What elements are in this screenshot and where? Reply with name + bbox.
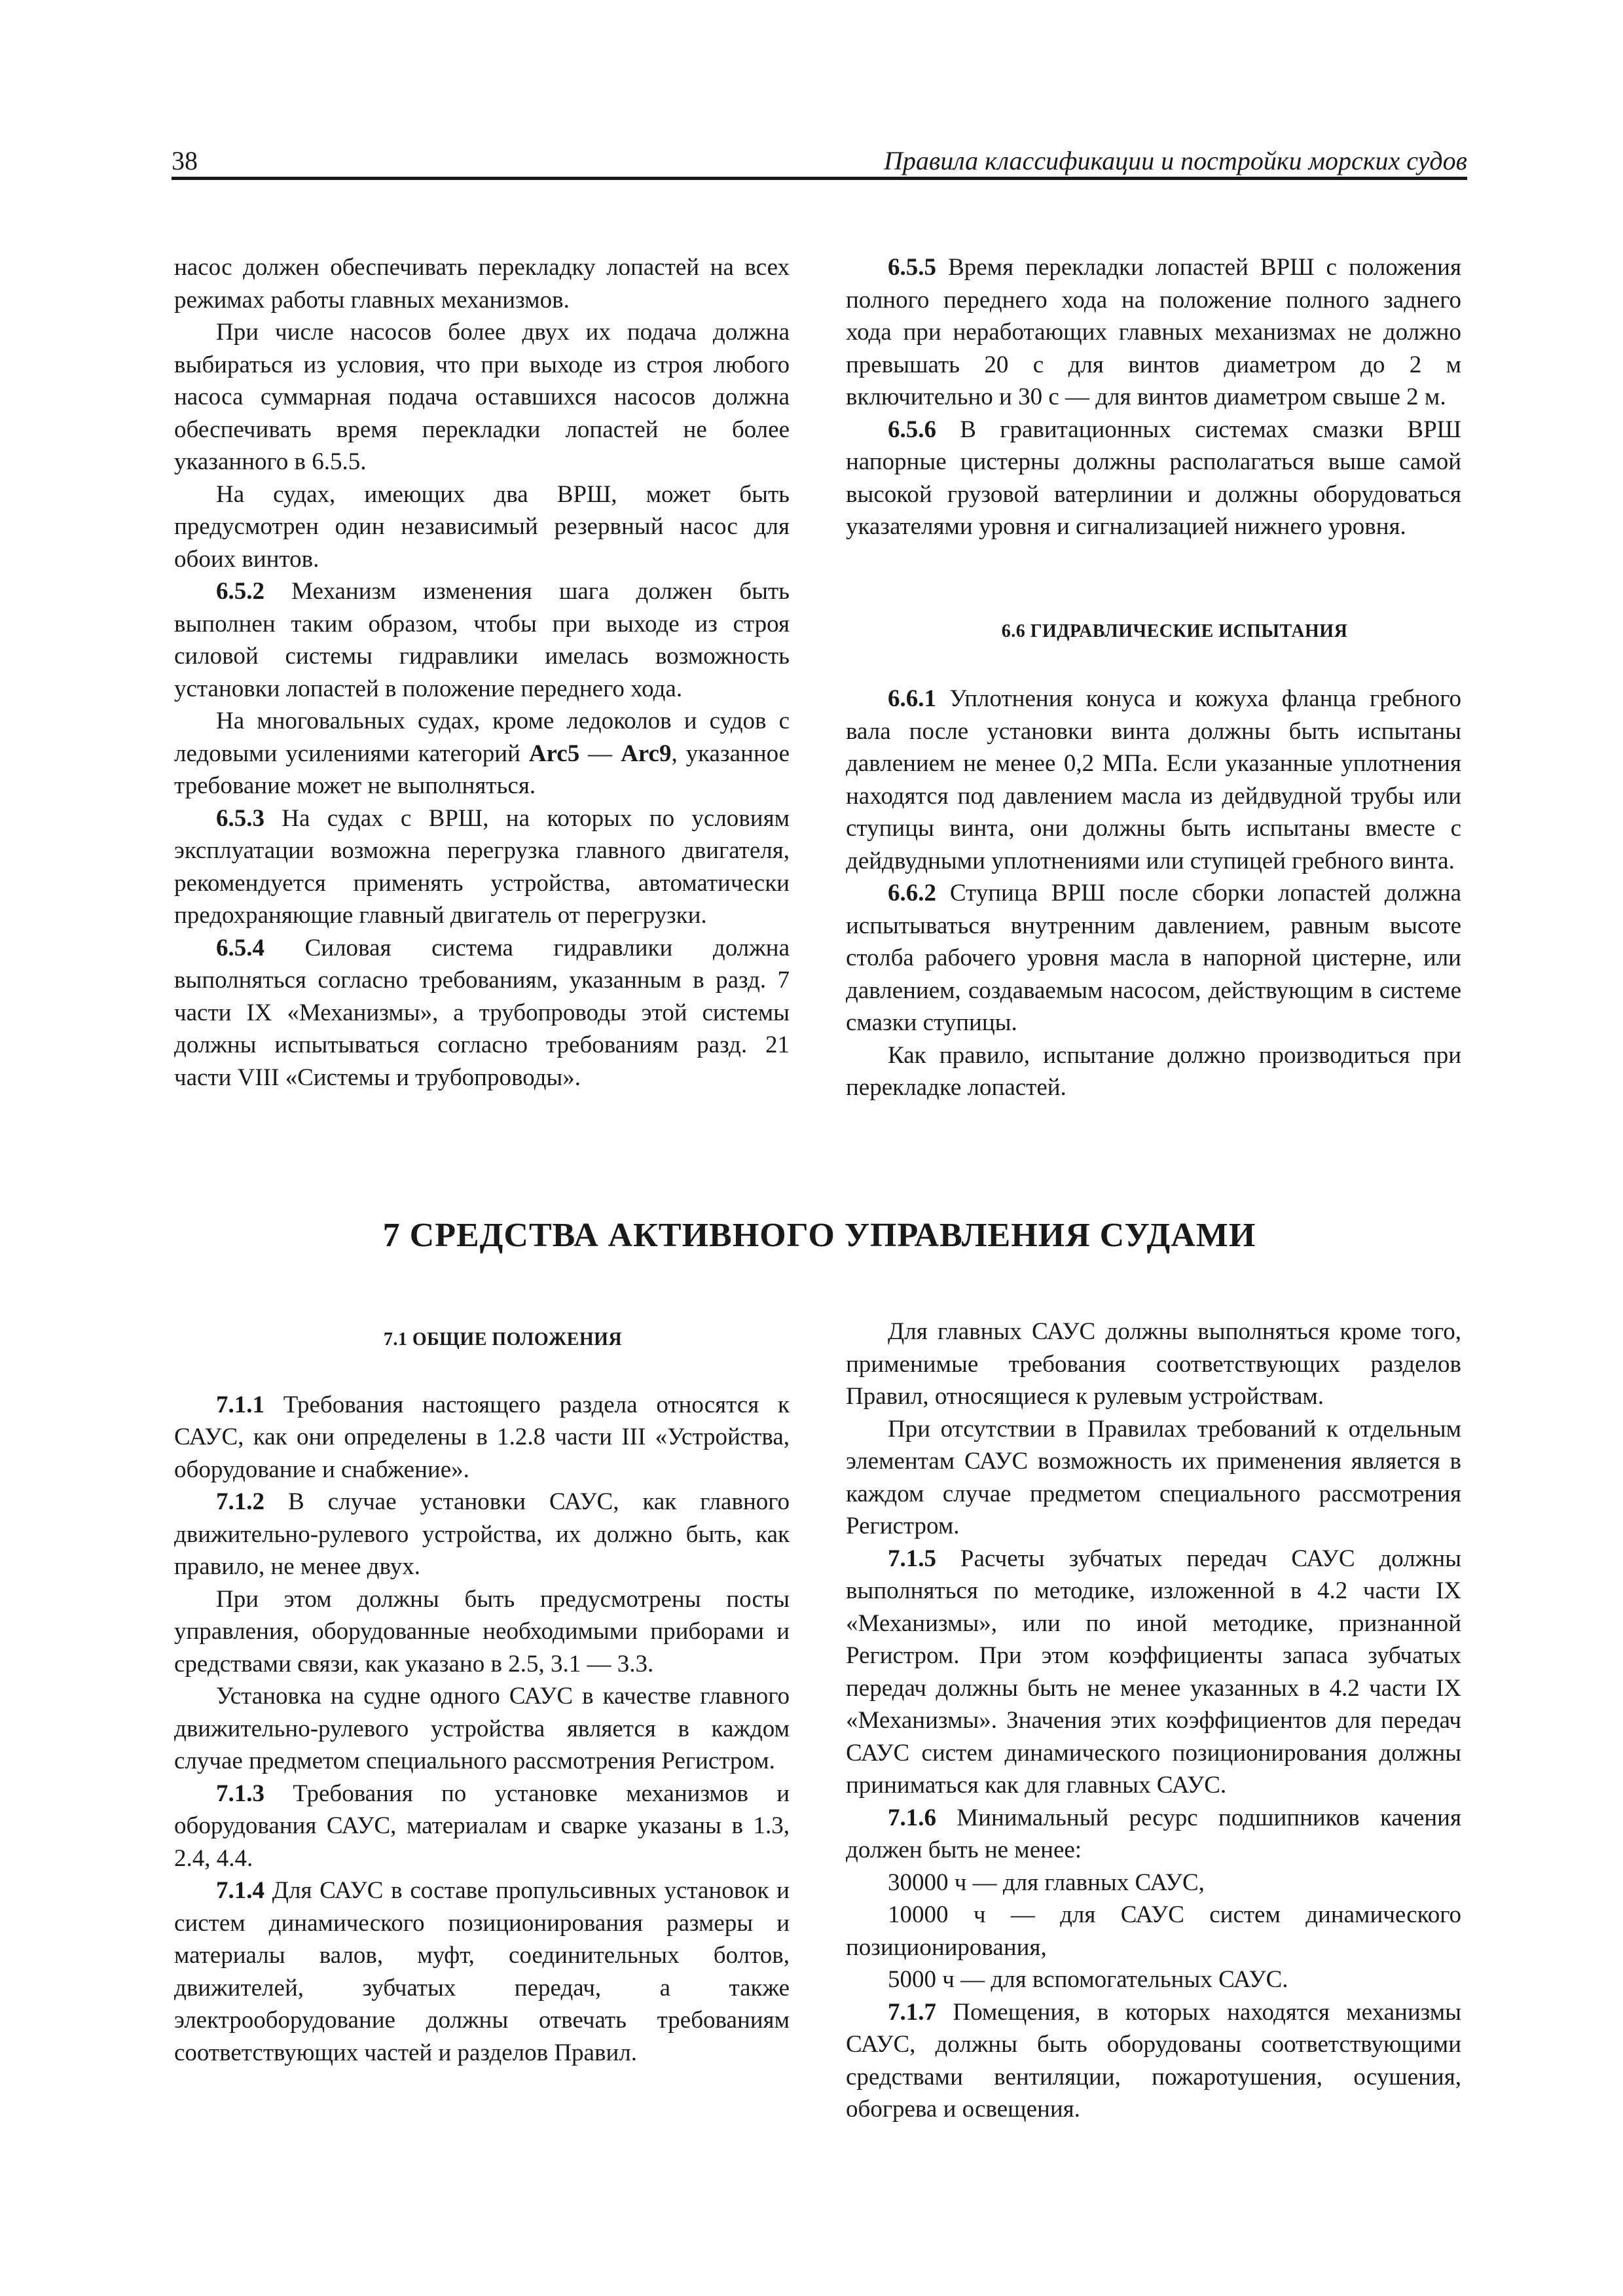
paragraph: На судах, имеющих два ВРШ, может быть предусмотрен один независимый резервный насос для обоих винтов. xyxy=(174,480,790,573)
clause-text: Уплотнения конуса и кожуха фланца гребного вала после установки винта должны быть испытаны давлением не менее 0,2 МПа. Если указанные уплотнения находятся под давлением масла из дейдвудной трубы или ступицы винта, они должны быть испытаны вместе с дейдвудными уплотнениями или ступицей гребного винта. xyxy=(846,685,1461,874)
paragraph: Для главных САУС должны выполняться кроме того, применимые требования соответствующих разделов Правил, относящиеся к рулевым устройствам. xyxy=(846,1318,1461,1410)
paragraph xyxy=(174,705,790,802)
column-lower-right xyxy=(846,1316,1461,2126)
clause-text: Ступица ВРШ после сборки лопастей должна испытываться внутренним давлением, равным высоте столба рабочего уровня масла в напорной цистерне, или давлением, создаваемым насосом, действующим в системе смазки ступицы. xyxy=(846,880,1461,1036)
paragraph xyxy=(846,683,1461,877)
clause-number: 6.5.2 xyxy=(216,578,264,605)
clause-text: Время перекладки лопастей ВРШ с положения полного переднего хода на положение полного заднего хода при неработающих главных механизмах не должно превышать 20 с для винтов диаметром до 2 м включительно и 30 с — для винтов диаметром свыше 2 м. xyxy=(846,254,1461,410)
paragraph: насос должен обеспечивать перекладку лопастей на всех режимах работы главных механизмов. xyxy=(174,254,790,314)
dash: — xyxy=(579,740,621,767)
paragraph: Как правило, испытание должно производиться при перекладке лопастей. xyxy=(846,1041,1461,1101)
list-item: 30000 ч — для главных САУС, xyxy=(888,1869,1205,1896)
paragraph: При этом должны быть предусмотрены посты управления, оборудованные необходимыми приборами и средствами связи, как указано в 2.5, 3.1 — 3.3. xyxy=(174,1585,790,1677)
clause-text: Требования настоящего раздела относятся к САУС, как они определены в 1.2.8 части III «Устройства, оборудование и снабжение». xyxy=(174,1391,790,1483)
paragraph xyxy=(174,1778,790,1875)
page-number: 38 xyxy=(172,146,198,175)
paragraph xyxy=(846,1543,1461,1802)
paragraph xyxy=(846,414,1461,543)
clause-number: 6.6.1 xyxy=(888,685,936,712)
clause-text: Механизм изменения шага должен быть выполнен таким образом, чтобы при выходе из строя силовой системы гидравлики имелась возможность установки лопастей в положение переднего хода. xyxy=(174,578,790,702)
paragraph xyxy=(846,1802,1461,1867)
clause-text: В гравитационных системах смазки ВРШ напорные цистерны должны располагаться выше самой высокой грузовой ватерлинии и должны оборудоваться указателями уровня и сигнализацией нижнего уровня. xyxy=(846,416,1461,540)
clause-number: 6.6.2 xyxy=(888,880,936,906)
clause-text: Силовая система гидравлики должна выполняться согласно требованиям, указанным в разд. 7 части IX «Механизмы», а трубопроводы этой системы должны испытываться согласно требованиям разд. 21 части VIII «Системы и трубопроводы». xyxy=(174,934,790,1091)
paragraph xyxy=(174,575,790,705)
clause-text: Для САУС в составе пропульсивных установок и систем динамического позиционирования размеры и материалы валов, муфт, соединительных болтов, движителей, зубчатых передач, а также электрооборудование должны отвечать требованиям соответствующих частей и разделов Правил. xyxy=(174,1877,790,2066)
clause-number: 6.5.6 xyxy=(888,416,936,443)
clause-number: 7.1.3 xyxy=(216,1780,264,1807)
clause-number: 6.5.5 xyxy=(888,254,936,281)
paragraph: При отсутствии в Правилах требований к отдельным элементам САУС возможность их применения является в каждом случае предметом специального рассмотрения Регистром. xyxy=(846,1415,1461,1539)
clause-text: Расчеты зубчатых передач САУС должны выполняться по методике, изложенной в 4.2 части IX «Механизмы», или по иной методике, признанной Регистром. При этом коэффициенты запаса зубчатых передач должны быть не менее указанных в 4.2 части IX «Механизмы». Значения этих коэффициентов для передач САУС систем динамического позиционирования должны приниматься как для главных САУС. xyxy=(846,1545,1461,1799)
paragraph: Установка на судне одного САУС в качестве главного движительно-рулевого устройства является в каждом случае предметом специального рассмотрения Регистром. xyxy=(174,1683,790,1774)
paragraph xyxy=(174,1486,790,1583)
clause-number: 7.1.5 xyxy=(888,1545,936,1572)
clause-number: 7.1.2 xyxy=(216,1488,264,1515)
chapter-title: 7 СРЕДСТВА АКТИВНОГО УПРАВЛЕНИЯ СУДАМИ xyxy=(382,1217,1256,1254)
column-upper-right xyxy=(846,251,1461,1104)
paragraph: При числе насосов более двух их подача должна выбираться из условия, что при выходе из строя любого насоса суммарная подача оставшихся насосов должна обеспечивать время перекладки лопастей не более указанного в 6.5.5. xyxy=(174,319,790,475)
column-upper-left xyxy=(174,251,790,1094)
paragraph xyxy=(174,1389,790,1486)
clause-text: Требования по установке механизмов и оборудования САУС, материалам и сварке указаны в 1.3, 2.4, 4.4. xyxy=(174,1780,790,1872)
ice-class-arc9: Arc9 xyxy=(621,740,672,767)
ice-class-arc5: Arc5 xyxy=(528,740,580,767)
list-item: 10000 ч — для САУС систем динамического позиционирования, xyxy=(846,1901,1461,1961)
paragraph xyxy=(846,877,1461,1039)
clause-text: В случае установки САУС, как главного движительно-рулевого устройства, их должно быть, как правило, не менее двух. xyxy=(174,1488,790,1580)
paragraph xyxy=(174,802,790,932)
clause-number: 7.1.4 xyxy=(216,1877,264,1904)
running-title: Правила классификации и постройки морских судов xyxy=(883,146,1467,175)
clause-number: 7.1.7 xyxy=(888,1998,936,2026)
clause-number: 6.5.4 xyxy=(216,934,264,961)
clause-number: 7.1.6 xyxy=(888,1804,936,1831)
header-rule xyxy=(172,177,1467,180)
clause-text: , указанное требование может не выполняться. xyxy=(174,740,790,799)
clause-text: Минимальный ресурс подшипников качения должен быть не менее: xyxy=(846,1804,1461,1863)
clause-number: 7.1.1 xyxy=(216,1391,264,1418)
column-lower-left xyxy=(174,1316,790,2069)
clause-text: На многовальных судах, кроме ледоколов и судов с ледовыми усилениями категорий xyxy=(174,708,790,767)
list-item: 5000 ч — для вспомогательных САУС. xyxy=(888,1966,1288,1993)
clause-number: 6.5.3 xyxy=(216,804,264,832)
section-heading: 6.6 ГИДРАВЛИЧЕСКИЕ ИСПЫТАНИЯ xyxy=(1001,620,1348,641)
paragraph xyxy=(846,1996,1461,2126)
clause-text: На судах с ВРШ, на которых по условиям эксплуатации возможна перегрузка главного двигателя, рекомендуется применять устройства, автоматически предохраняющие главный двигатель от перегрузки. xyxy=(174,804,790,929)
paragraph xyxy=(174,1874,790,2069)
paragraph xyxy=(174,932,790,1094)
paragraph xyxy=(846,251,1461,414)
section-heading: 7.1 ОБЩИЕ ПОЛОЖЕНИЯ xyxy=(383,1329,623,1350)
clause-text: Помещения, в которых находятся механизмы САУС, должны быть оборудованы соответствующими средствами вентиляции, пожаротушения, осушения, обогрева и освещения. xyxy=(846,1998,1461,2123)
